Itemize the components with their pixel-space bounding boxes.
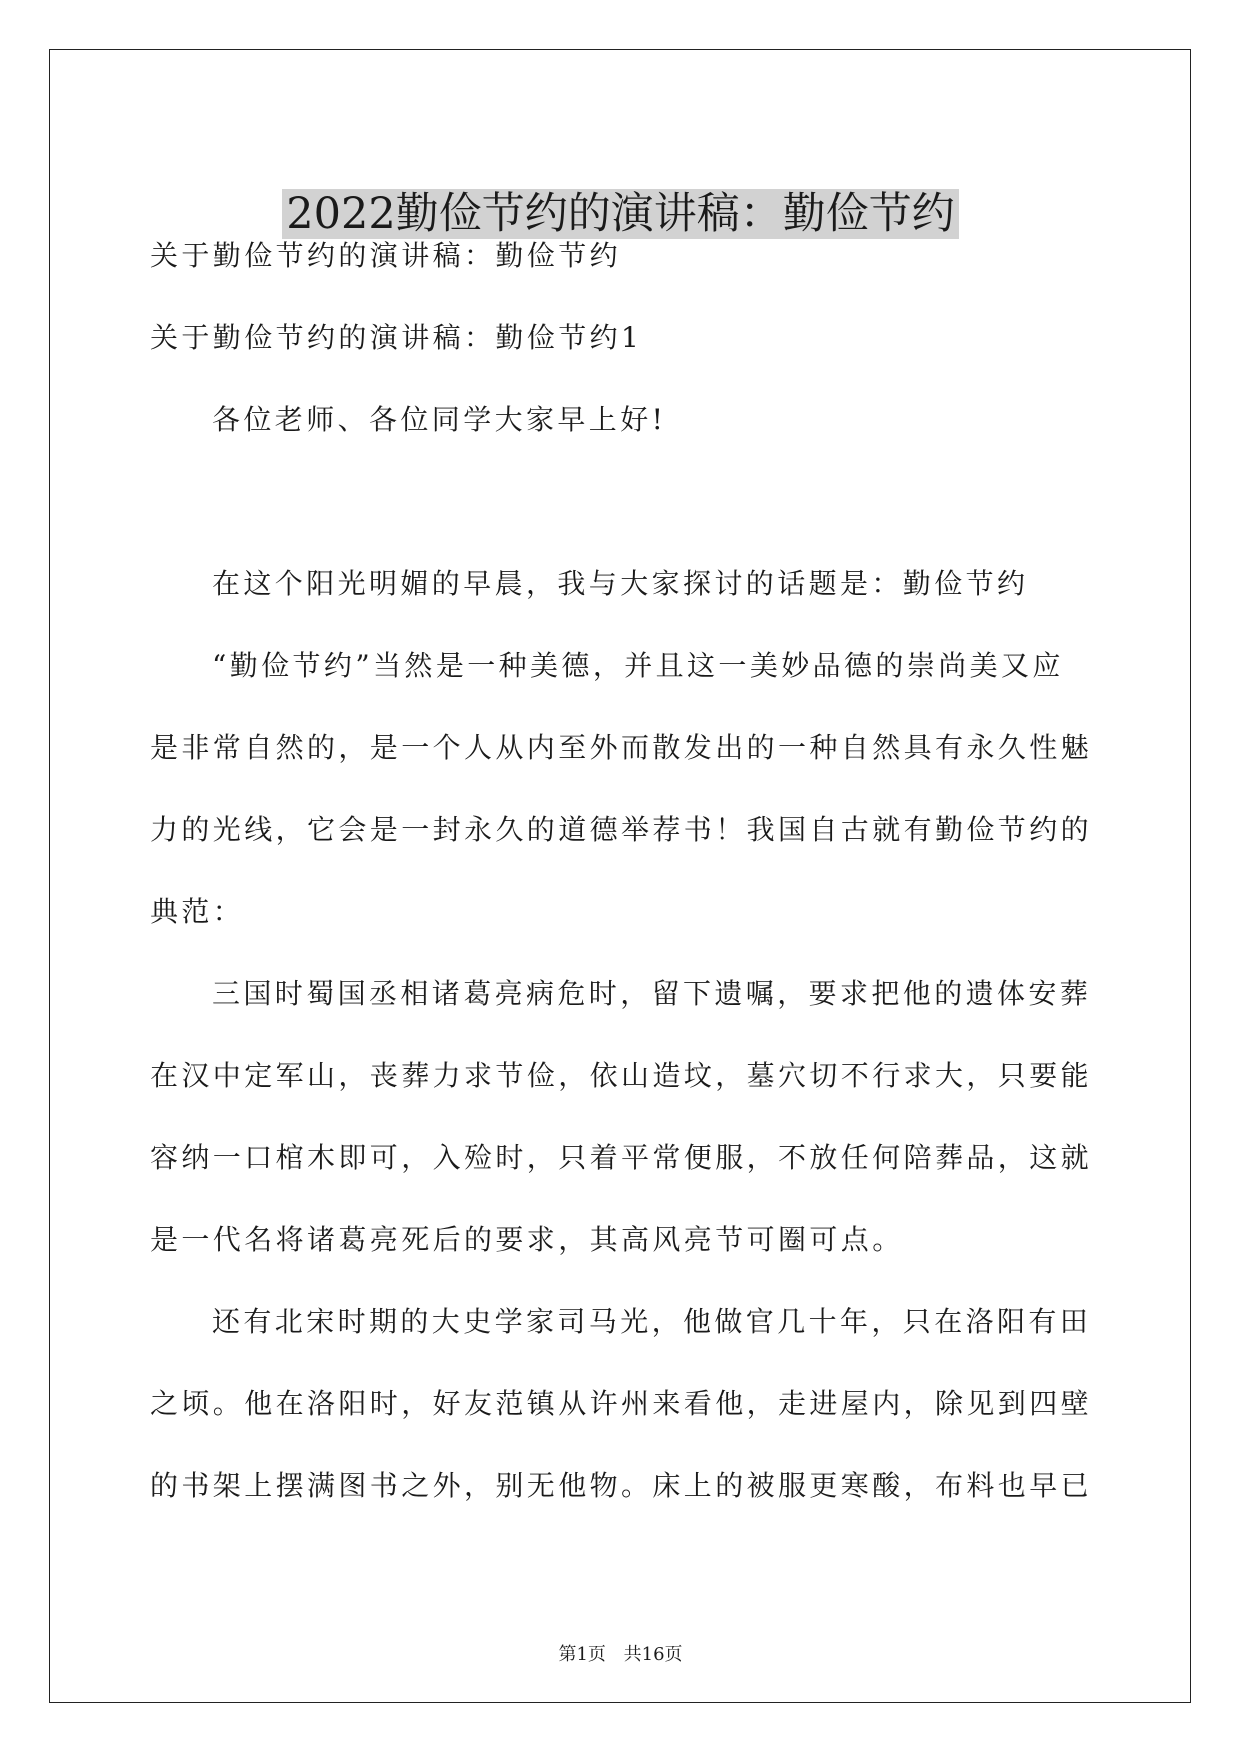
page-total: 共16页	[623, 1644, 683, 1665]
paragraph-line: 是非常自然的，是一个人从内至外而散发出的一种自然具有永久性魅	[150, 731, 1093, 764]
paragraph-line: 是一代名将诸葛亮死后的要求，其高风亮节可圈可点。	[150, 1223, 904, 1256]
paragraph-line: 在汉中定军山，丧葬力求节俭，依山造坟，墓穴切不行求大，只要能	[150, 1059, 1093, 1092]
paragraph-line: 力的光线，它会是一封永久的道德举荐书！我国自古就有勤俭节约的	[150, 813, 1093, 846]
paragraph-line: 容纳一口棺木即可，入殓时，只着平常便服，不放任何陪葬品，这就	[150, 1141, 1093, 1174]
paragraph-line: 还有北宋时期的大史学家司马光，他做官几十年，只在洛阳有田	[212, 1305, 1092, 1338]
paragraph-line: 三国时蜀国丞相诸葛亮病危时，留下遗嘱，要求把他的遗体安葬	[212, 977, 1092, 1010]
document-body	[150, 232, 1095, 1544]
blank-line	[150, 478, 1095, 560]
page-number: 第1页	[558, 1644, 606, 1665]
paragraph-line: 典范：	[150, 895, 245, 928]
section-heading: 关于勤俭节约的演讲稿：勤俭节约1	[150, 321, 643, 354]
subtitle-line: 关于勤俭节约的演讲稿：勤俭节约	[150, 239, 622, 272]
greeting-paragraph: 各位老师、各位同学大家早上好!	[212, 403, 667, 436]
paragraph-line: 之顷。他在洛阳时，好友范镇从许州来看他，走进屋内，除见到四壁	[150, 1387, 1093, 1420]
page-footer	[0, 1640, 1241, 1666]
document-title-text: 2022勤俭节约的演讲稿：勤俭节约	[282, 189, 958, 239]
paragraph-line: “勤俭节约”当然是一种美德，并且这一美妙品德的崇尚美又应	[212, 649, 1064, 682]
paragraph-line: 的书架上摆满图书之外，别无他物。床上的被服更寒酸，布料也早已	[150, 1469, 1093, 1502]
paragraph-line: 在这个阳光明媚的早晨，我与大家探讨的话题是：勤俭节约	[212, 567, 1029, 600]
